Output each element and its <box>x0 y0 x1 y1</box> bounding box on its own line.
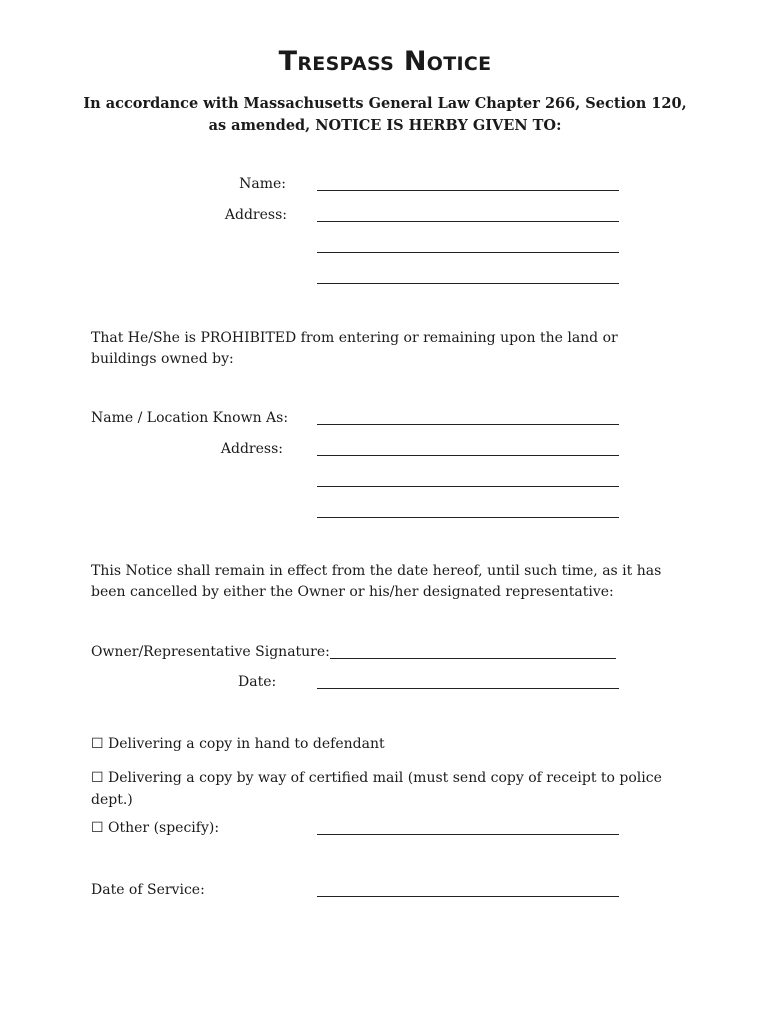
owner-address-line-1[interactable] <box>317 455 619 456</box>
date-field[interactable] <box>317 688 619 689</box>
recipient-address-label: Address: <box>224 207 287 223</box>
owner-address-label: Address: <box>220 441 283 457</box>
checkbox-icon[interactable]: ☐ <box>91 736 104 752</box>
checkbox-icon[interactable]: ☐ <box>91 820 104 836</box>
recipient-name-label: Name: <box>239 176 286 192</box>
recipient-address-line-2[interactable] <box>317 252 619 253</box>
delivery-option-other-label: Other (specify): <box>108 820 220 836</box>
recipient-address-line-3[interactable] <box>317 283 619 284</box>
owner-address-line-3[interactable] <box>317 517 619 518</box>
delivery-option-hand[interactable] <box>91 736 385 752</box>
location-known-as-field[interactable] <box>317 424 619 425</box>
delivery-option-other[interactable] <box>91 820 219 836</box>
intro-line-1: In accordance with Massachusetts General Law Chapter 266, Section 120, <box>83 95 687 112</box>
date-of-service-label: Date of Service: <box>91 882 205 898</box>
signature-label: Owner/Representative Signature: <box>91 644 330 660</box>
prohibition-paragraph: That He/She is PROHIBITED from entering or remaining upon the land or buildings owned by: <box>91 330 618 367</box>
delivery-option-hand-label: Delivering a copy in hand to defendant <box>108 736 385 752</box>
recipient-name-field[interactable] <box>317 190 619 191</box>
signature-field[interactable] <box>330 658 616 659</box>
intro-line-2: as amended, NOTICE IS HERBY GIVEN TO: <box>208 117 562 134</box>
document-title: Trespass Notice <box>278 46 492 77</box>
date-of-service-field[interactable] <box>317 896 619 897</box>
delivery-option-mail[interactable] <box>91 767 671 811</box>
owner-address-line-2[interactable] <box>317 486 619 487</box>
effect-paragraph: This Notice shall remain in effect from the date hereof, until such time, as it has been cancelled by either the Owner or his/her designated representative: <box>91 563 662 600</box>
date-label: Date: <box>238 674 277 690</box>
recipient-address-line-1[interactable] <box>317 221 619 222</box>
other-specify-field[interactable] <box>317 834 619 835</box>
delivery-option-mail-label: Delivering a copy by way of certified mail (must send copy of receipt to police dept.) <box>91 770 662 808</box>
location-known-as-label: Name / Location Known As: <box>91 410 289 426</box>
checkbox-icon[interactable]: ☐ <box>91 770 104 786</box>
